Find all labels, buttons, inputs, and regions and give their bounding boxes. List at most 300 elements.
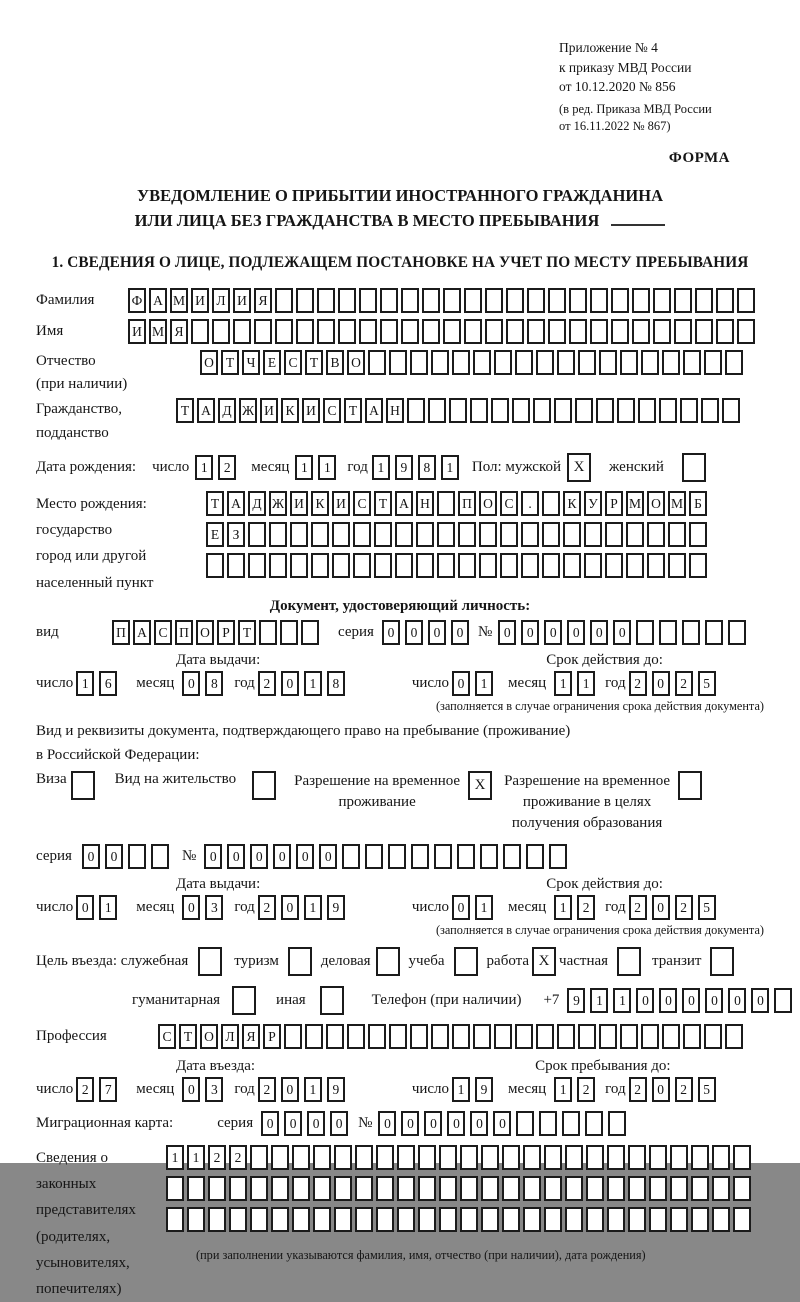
temp-residence-checkbox[interactable]: X [468, 771, 492, 800]
char-cell[interactable] [212, 319, 230, 344]
char-cell[interactable] [638, 398, 656, 423]
char-cell[interactable]: С [500, 491, 518, 516]
char-cell[interactable] [562, 1111, 580, 1136]
char-cell[interactable] [355, 1176, 373, 1201]
char-cell[interactable] [512, 398, 530, 423]
char-cell[interactable] [611, 288, 629, 313]
char-cell[interactable]: Ж [239, 398, 257, 423]
char-cell[interactable] [296, 319, 314, 344]
char-cell[interactable]: 1 [166, 1145, 184, 1170]
char-cell[interactable] [416, 553, 434, 578]
char-cell[interactable] [374, 522, 392, 547]
purpose-transit-checkbox[interactable] [710, 947, 734, 976]
char-cell[interactable]: 2 [577, 1077, 595, 1102]
char-cell[interactable]: Л [212, 288, 230, 313]
char-cell[interactable] [670, 1207, 688, 1232]
char-cell[interactable] [733, 1176, 751, 1201]
char-cell[interactable] [565, 1145, 583, 1170]
char-cell[interactable]: 1 [577, 671, 595, 696]
char-cell[interactable]: 1 [304, 895, 322, 920]
char-cell[interactable] [628, 1207, 646, 1232]
char-cell[interactable] [338, 319, 356, 344]
char-cell[interactable]: 8 [418, 455, 436, 480]
char-cell[interactable]: 1 [318, 455, 336, 480]
char-cell[interactable] [647, 553, 665, 578]
char-cell[interactable]: 0 [493, 1111, 511, 1136]
char-cell[interactable] [575, 398, 593, 423]
char-cell[interactable] [431, 350, 449, 375]
char-cell[interactable]: Ф [128, 288, 146, 313]
char-cell[interactable] [410, 350, 428, 375]
char-cell[interactable]: К [311, 491, 329, 516]
char-cell[interactable] [533, 398, 551, 423]
char-cell[interactable]: 1 [554, 1077, 572, 1102]
char-cell[interactable] [712, 1176, 730, 1201]
char-cell[interactable] [311, 553, 329, 578]
gender-male-checkbox[interactable]: X [567, 453, 591, 482]
char-cell[interactable] [355, 1207, 373, 1232]
char-cell[interactable]: 0 [728, 988, 746, 1013]
char-cell[interactable]: С [353, 491, 371, 516]
char-cell[interactable] [290, 522, 308, 547]
char-cell[interactable]: 0 [261, 1111, 279, 1136]
char-cell[interactable] [470, 398, 488, 423]
char-cell[interactable] [151, 844, 169, 869]
char-cell[interactable]: 1 [452, 1077, 470, 1102]
char-cell[interactable] [389, 350, 407, 375]
char-cell[interactable]: К [563, 491, 581, 516]
char-cell[interactable] [464, 319, 482, 344]
char-cell[interactable] [338, 288, 356, 313]
char-cell[interactable] [437, 491, 455, 516]
char-cell[interactable] [521, 553, 539, 578]
char-cell[interactable] [422, 319, 440, 344]
char-cell[interactable] [494, 1024, 512, 1049]
char-cell[interactable] [554, 398, 572, 423]
char-cell[interactable]: 1 [613, 988, 631, 1013]
char-cell[interactable] [586, 1176, 604, 1201]
char-cell[interactable]: 0 [307, 1111, 325, 1136]
char-cell[interactable] [691, 1207, 709, 1232]
char-cell[interactable] [347, 1024, 365, 1049]
char-cell[interactable] [480, 844, 498, 869]
char-cell[interactable]: 0 [281, 671, 299, 696]
gender-female-checkbox[interactable] [682, 453, 706, 482]
char-cell[interactable]: 0 [428, 620, 446, 645]
char-cell[interactable]: С [154, 620, 172, 645]
char-cell[interactable]: 0 [447, 1111, 465, 1136]
char-cell[interactable]: 2 [629, 895, 647, 920]
char-cell[interactable] [457, 844, 475, 869]
char-cell[interactable]: И [191, 288, 209, 313]
char-cell[interactable] [563, 553, 581, 578]
char-cell[interactable] [641, 1024, 659, 1049]
char-cell[interactable] [359, 288, 377, 313]
char-cell[interactable]: 0 [613, 620, 631, 645]
char-cell[interactable] [674, 319, 692, 344]
char-cell[interactable] [649, 1176, 667, 1201]
char-cell[interactable] [674, 288, 692, 313]
char-cell[interactable]: 2 [218, 455, 236, 480]
char-cell[interactable] [691, 1176, 709, 1201]
char-cell[interactable] [649, 1145, 667, 1170]
char-cell[interactable]: М [668, 491, 686, 516]
char-cell[interactable] [628, 1176, 646, 1201]
char-cell[interactable] [332, 522, 350, 547]
char-cell[interactable] [292, 1207, 310, 1232]
char-cell[interactable]: 1 [554, 895, 572, 920]
char-cell[interactable] [662, 350, 680, 375]
char-cell[interactable] [586, 1145, 604, 1170]
char-cell[interactable]: 0 [751, 988, 769, 1013]
char-cell[interactable] [557, 1024, 575, 1049]
char-cell[interactable] [388, 844, 406, 869]
char-cell[interactable] [376, 1176, 394, 1201]
char-cell[interactable]: 3 [205, 895, 223, 920]
char-cell[interactable]: 2 [76, 1077, 94, 1102]
char-cell[interactable] [704, 1024, 722, 1049]
char-cell[interactable] [410, 1024, 428, 1049]
char-cell[interactable] [689, 553, 707, 578]
char-cell[interactable]: 0 [682, 988, 700, 1013]
char-cell[interactable] [376, 1145, 394, 1170]
char-cell[interactable]: 2 [577, 895, 595, 920]
char-cell[interactable] [548, 288, 566, 313]
char-cell[interactable] [608, 1111, 626, 1136]
char-cell[interactable]: 0 [227, 844, 245, 869]
char-cell[interactable]: О [196, 620, 214, 645]
char-cell[interactable] [248, 522, 266, 547]
char-cell[interactable] [641, 350, 659, 375]
char-cell[interactable]: 2 [258, 671, 276, 696]
char-cell[interactable] [668, 553, 686, 578]
char-cell[interactable] [191, 319, 209, 344]
purpose-humanitarian-checkbox[interactable] [232, 986, 256, 1015]
char-cell[interactable]: 0 [498, 620, 516, 645]
char-cell[interactable] [586, 1207, 604, 1232]
char-cell[interactable]: 0 [281, 1077, 299, 1102]
char-cell[interactable]: И [302, 398, 320, 423]
char-cell[interactable]: 0 [590, 620, 608, 645]
char-cell[interactable] [166, 1176, 184, 1201]
char-cell[interactable]: Е [206, 522, 224, 547]
char-cell[interactable]: 0 [567, 620, 585, 645]
char-cell[interactable] [683, 350, 701, 375]
char-cell[interactable] [636, 620, 654, 645]
char-cell[interactable] [653, 319, 671, 344]
char-cell[interactable] [296, 288, 314, 313]
char-cell[interactable] [653, 288, 671, 313]
char-cell[interactable]: 2 [258, 895, 276, 920]
char-cell[interactable] [326, 1024, 344, 1049]
char-cell[interactable]: А [365, 398, 383, 423]
char-cell[interactable] [521, 522, 539, 547]
char-cell[interactable]: 1 [295, 455, 313, 480]
purpose-work-checkbox[interactable]: X [532, 947, 556, 976]
char-cell[interactable]: М [149, 319, 167, 344]
char-cell[interactable] [269, 522, 287, 547]
char-cell[interactable]: 2 [229, 1145, 247, 1170]
char-cell[interactable]: 2 [675, 1077, 693, 1102]
char-cell[interactable] [737, 319, 755, 344]
char-cell[interactable] [271, 1145, 289, 1170]
char-cell[interactable]: 2 [675, 671, 693, 696]
char-cell[interactable] [536, 1024, 554, 1049]
char-cell[interactable]: 1 [590, 988, 608, 1013]
char-cell[interactable]: С [323, 398, 341, 423]
purpose-study-checkbox[interactable] [454, 947, 478, 976]
char-cell[interactable]: 6 [99, 671, 117, 696]
char-cell[interactable] [271, 1176, 289, 1201]
char-cell[interactable] [397, 1207, 415, 1232]
char-cell[interactable]: Т [238, 620, 256, 645]
char-cell[interactable]: О [347, 350, 365, 375]
char-cell[interactable]: 2 [629, 1077, 647, 1102]
char-cell[interactable] [397, 1176, 415, 1201]
char-cell[interactable] [503, 844, 521, 869]
char-cell[interactable]: Т [179, 1024, 197, 1049]
char-cell[interactable] [389, 1024, 407, 1049]
char-cell[interactable]: Я [242, 1024, 260, 1049]
char-cell[interactable] [565, 1207, 583, 1232]
char-cell[interactable]: Т [176, 398, 194, 423]
char-cell[interactable]: 5 [698, 895, 716, 920]
char-cell[interactable] [662, 1024, 680, 1049]
char-cell[interactable]: Т [221, 350, 239, 375]
char-cell[interactable] [437, 553, 455, 578]
char-cell[interactable] [527, 319, 545, 344]
char-cell[interactable] [695, 319, 713, 344]
char-cell[interactable] [275, 319, 293, 344]
char-cell[interactable] [716, 288, 734, 313]
char-cell[interactable]: 0 [76, 895, 94, 920]
char-cell[interactable] [418, 1145, 436, 1170]
char-cell[interactable] [494, 350, 512, 375]
char-cell[interactable] [397, 1145, 415, 1170]
char-cell[interactable] [716, 319, 734, 344]
char-cell[interactable] [523, 1145, 541, 1170]
char-cell[interactable] [578, 350, 596, 375]
char-cell[interactable]: Р [263, 1024, 281, 1049]
char-cell[interactable] [617, 398, 635, 423]
char-cell[interactable]: П [458, 491, 476, 516]
char-cell[interactable] [607, 1176, 625, 1201]
char-cell[interactable]: 0 [182, 671, 200, 696]
char-cell[interactable]: 0 [204, 844, 222, 869]
char-cell[interactable] [250, 1145, 268, 1170]
char-cell[interactable]: Т [374, 491, 392, 516]
char-cell[interactable]: 0 [659, 988, 677, 1013]
char-cell[interactable] [248, 553, 266, 578]
char-cell[interactable] [250, 1176, 268, 1201]
purpose-business-checkbox[interactable] [376, 947, 400, 976]
char-cell[interactable] [437, 522, 455, 547]
char-cell[interactable] [704, 350, 722, 375]
char-cell[interactable] [313, 1207, 331, 1232]
char-cell[interactable]: К [281, 398, 299, 423]
char-cell[interactable]: 9 [395, 455, 413, 480]
char-cell[interactable]: 0 [82, 844, 100, 869]
char-cell[interactable] [599, 350, 617, 375]
char-cell[interactable]: Р [605, 491, 623, 516]
char-cell[interactable] [233, 319, 251, 344]
char-cell[interactable]: 1 [195, 455, 213, 480]
purpose-other-checkbox[interactable] [320, 986, 344, 1015]
char-cell[interactable]: 2 [675, 895, 693, 920]
char-cell[interactable]: А [227, 491, 245, 516]
char-cell[interactable]: 0 [521, 620, 539, 645]
char-cell[interactable]: Я [254, 288, 272, 313]
char-cell[interactable]: Т [206, 491, 224, 516]
char-cell[interactable] [187, 1176, 205, 1201]
char-cell[interactable] [353, 553, 371, 578]
char-cell[interactable]: Я [170, 319, 188, 344]
char-cell[interactable] [607, 1207, 625, 1232]
char-cell[interactable] [443, 319, 461, 344]
char-cell[interactable] [599, 1024, 617, 1049]
char-cell[interactable]: 7 [99, 1077, 117, 1102]
char-cell[interactable] [705, 620, 723, 645]
char-cell[interactable] [401, 319, 419, 344]
char-cell[interactable] [502, 1176, 520, 1201]
char-cell[interactable]: 0 [652, 671, 670, 696]
char-cell[interactable]: М [626, 491, 644, 516]
char-cell[interactable] [229, 1176, 247, 1201]
char-cell[interactable] [187, 1207, 205, 1232]
char-cell[interactable] [590, 319, 608, 344]
char-cell[interactable]: О [200, 1024, 218, 1049]
char-cell[interactable]: И [260, 398, 278, 423]
char-cell[interactable]: С [284, 350, 302, 375]
char-cell[interactable] [422, 288, 440, 313]
char-cell[interactable] [542, 522, 560, 547]
char-cell[interactable]: Л [221, 1024, 239, 1049]
char-cell[interactable] [565, 1176, 583, 1201]
char-cell[interactable] [578, 1024, 596, 1049]
char-cell[interactable]: 0 [382, 620, 400, 645]
char-cell[interactable] [695, 288, 713, 313]
char-cell[interactable] [428, 398, 446, 423]
char-cell[interactable]: И [332, 491, 350, 516]
char-cell[interactable] [682, 620, 700, 645]
char-cell[interactable]: 1 [441, 455, 459, 480]
char-cell[interactable] [395, 522, 413, 547]
char-cell[interactable]: 2 [208, 1145, 226, 1170]
char-cell[interactable] [668, 522, 686, 547]
char-cell[interactable] [584, 522, 602, 547]
purpose-private-checkbox[interactable] [617, 947, 641, 976]
char-cell[interactable] [449, 398, 467, 423]
char-cell[interactable]: Б [689, 491, 707, 516]
char-cell[interactable]: 0 [105, 844, 123, 869]
char-cell[interactable] [670, 1145, 688, 1170]
char-cell[interactable]: А [149, 288, 167, 313]
char-cell[interactable] [712, 1145, 730, 1170]
purpose-official-checkbox[interactable] [198, 947, 222, 976]
char-cell[interactable] [460, 1207, 478, 1232]
char-cell[interactable]: 0 [319, 844, 337, 869]
char-cell[interactable] [460, 1176, 478, 1201]
char-cell[interactable] [439, 1145, 457, 1170]
char-cell[interactable]: А [197, 398, 215, 423]
char-cell[interactable] [649, 1207, 667, 1232]
char-cell[interactable] [452, 350, 470, 375]
char-cell[interactable] [128, 844, 146, 869]
char-cell[interactable] [353, 522, 371, 547]
char-cell[interactable] [407, 398, 425, 423]
char-cell[interactable]: 0 [284, 1111, 302, 1136]
char-cell[interactable] [523, 1176, 541, 1201]
char-cell[interactable] [544, 1176, 562, 1201]
char-cell[interactable] [376, 1207, 394, 1232]
char-cell[interactable]: П [175, 620, 193, 645]
visa-checkbox[interactable] [71, 771, 95, 800]
char-cell[interactable] [473, 1024, 491, 1049]
char-cell[interactable] [659, 620, 677, 645]
char-cell[interactable] [452, 1024, 470, 1049]
char-cell[interactable]: 1 [475, 671, 493, 696]
char-cell[interactable]: 0 [544, 620, 562, 645]
char-cell[interactable] [542, 553, 560, 578]
char-cell[interactable] [292, 1145, 310, 1170]
char-cell[interactable]: 3 [205, 1077, 223, 1102]
char-cell[interactable] [632, 288, 650, 313]
char-cell[interactable] [464, 288, 482, 313]
char-cell[interactable]: . [521, 491, 539, 516]
char-cell[interactable]: У [584, 491, 602, 516]
char-cell[interactable] [626, 522, 644, 547]
char-cell[interactable]: 5 [698, 671, 716, 696]
char-cell[interactable] [434, 844, 452, 869]
char-cell[interactable] [439, 1176, 457, 1201]
char-cell[interactable] [334, 1207, 352, 1232]
char-cell[interactable] [506, 288, 524, 313]
char-cell[interactable] [208, 1207, 226, 1232]
char-cell[interactable] [305, 1024, 323, 1049]
char-cell[interactable] [611, 319, 629, 344]
char-cell[interactable] [271, 1207, 289, 1232]
char-cell[interactable]: П [112, 620, 130, 645]
char-cell[interactable]: 0 [250, 844, 268, 869]
char-cell[interactable]: 0 [405, 620, 423, 645]
char-cell[interactable] [280, 620, 298, 645]
char-cell[interactable] [380, 288, 398, 313]
char-cell[interactable]: 0 [378, 1111, 396, 1136]
char-cell[interactable] [569, 288, 587, 313]
char-cell[interactable] [506, 319, 524, 344]
char-cell[interactable] [460, 1145, 478, 1170]
char-cell[interactable] [313, 1145, 331, 1170]
char-cell[interactable]: Р [217, 620, 235, 645]
char-cell[interactable]: 1 [187, 1145, 205, 1170]
char-cell[interactable] [569, 319, 587, 344]
char-cell[interactable] [516, 1111, 534, 1136]
char-cell[interactable] [548, 319, 566, 344]
char-cell[interactable] [208, 1176, 226, 1201]
char-cell[interactable] [290, 553, 308, 578]
char-cell[interactable]: 1 [99, 895, 117, 920]
char-cell[interactable]: 1 [304, 671, 322, 696]
char-cell[interactable] [502, 1145, 520, 1170]
char-cell[interactable] [485, 319, 503, 344]
char-cell[interactable]: Н [416, 491, 434, 516]
char-cell[interactable] [701, 398, 719, 423]
char-cell[interactable] [401, 288, 419, 313]
char-cell[interactable] [680, 398, 698, 423]
char-cell[interactable] [334, 1176, 352, 1201]
char-cell[interactable] [359, 319, 377, 344]
char-cell[interactable] [380, 319, 398, 344]
